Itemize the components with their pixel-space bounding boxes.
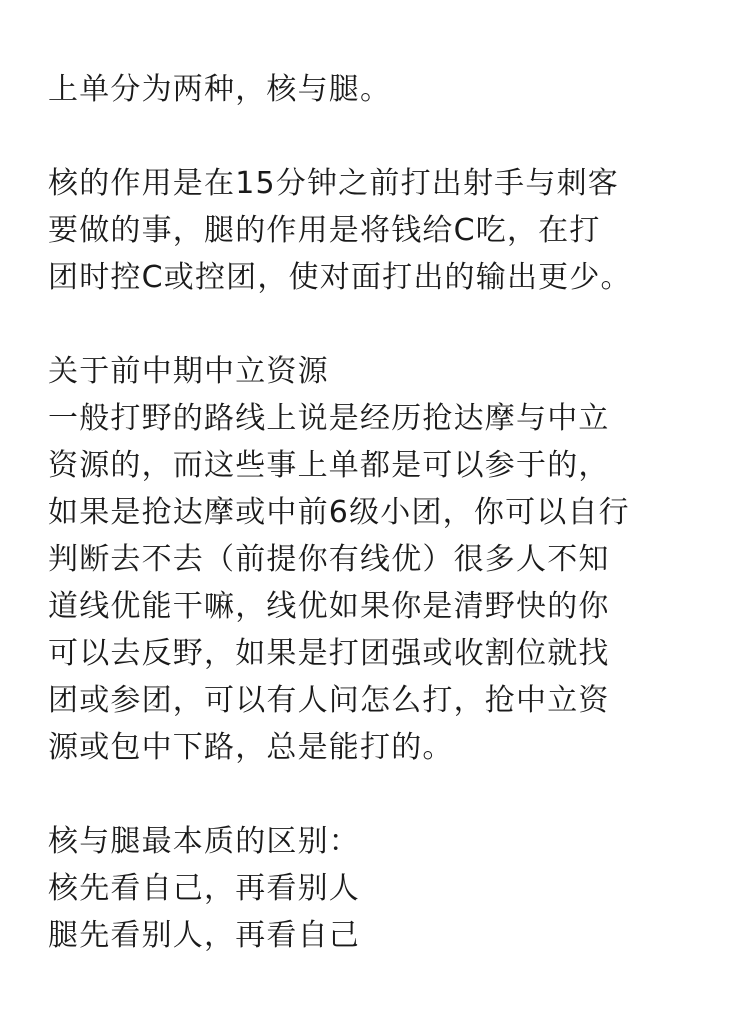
text-line: 源或包中下路，总是能打的。 (48, 730, 454, 765)
text-line: 腿先看别人，再看自己 (48, 918, 360, 953)
note-body (48, 66, 708, 959)
paragraph-intro (48, 66, 708, 113)
paragraph-gap (48, 771, 708, 818)
paragraph-gap (48, 301, 708, 348)
text-line: 团或参团，可以有人问怎么打，抢中立资 (48, 683, 610, 718)
text-line: 如果是抢达摩或中前6级小团，你可以自行 (48, 495, 630, 530)
text-line: 道线优能干嘛，线优如果你是清野快的你 (48, 589, 610, 624)
text-line: 核的作用是在15分钟之前打出射手与刺客 (48, 166, 619, 201)
text-line: 资源的，而这些事上单都是可以参于的， (48, 448, 610, 483)
text-line: 要做的事，腿的作用是将钱给C吃，在打 (48, 213, 601, 248)
text-line: 一般打野的路线上说是经历抢达摩与中立 (48, 401, 610, 436)
paragraph-neutral-resources (48, 348, 708, 771)
section-heading: 核与腿最本质的区别： (48, 824, 360, 859)
paragraph-difference (48, 818, 708, 959)
section-heading: 关于前中期中立资源 (48, 354, 329, 389)
paragraph-roles (48, 160, 708, 301)
text-line: 判断去不去（前提你有线优）很多人不知 (48, 542, 610, 577)
text-line: 核先看自己，再看别人 (48, 871, 360, 906)
text-line: 可以去反野，如果是打团强或收割位就找 (48, 636, 610, 671)
text-line: 团时控C或控团，使对面打出的输出更少。 (48, 260, 632, 295)
paragraph-gap (48, 113, 708, 160)
text-line: 上单分为两种，核与腿。 (48, 72, 392, 107)
